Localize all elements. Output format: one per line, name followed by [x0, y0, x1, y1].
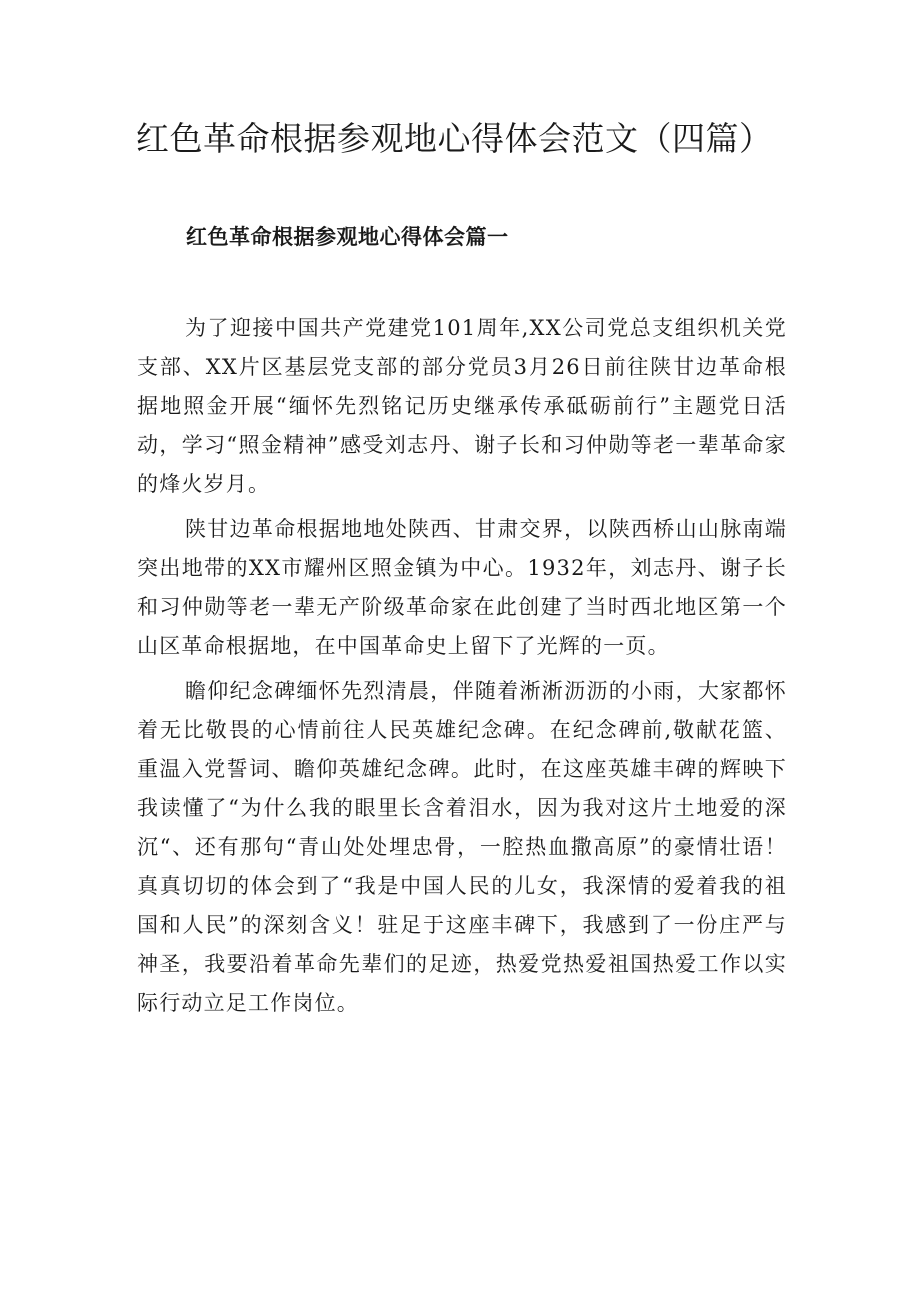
paragraph-1: 为了迎接中国共产党建党101周年,XX公司党总支组织机关党支部、XX片区基层党支部的部分党员3月26日前往陕甘边革命根据地照金开展“缅怀先烈铭记历史继承传承砥砺前行”主题党日活动，学习“照金精神”感受刘志丹、谢子长和习仲勋等老一辈革命家的烽火岁月。 — [137, 316, 787, 496]
paragraph-2: 陕甘边革命根据地地处陕西、甘肃交界，以陕西桥山山脉南端突出地带的XX市耀州区照金镇为中心。1932年，刘志丹、谢子长和习仲勋等老一辈无产阶级革命家在此创建了当时西北地区第一个山区革命根据地，在中国革命史上留下了光辉的一页。 — [137, 517, 787, 658]
document-body — [137, 309, 787, 1029]
paragraph-3: 瞻仰纪念碑缅怀先烈清晨，伴随着淅淅沥沥的小雨，大家都怀着无比敬畏的心情前往人民英雄纪念碑。在纪念碑前,敬献花篮、重温入党誓词、瞻仰英雄纪念碑。此时，在这座英雄丰碑的辉映下我读懂了“为什么我的眼里长含着泪水，因为我对这片土地爱的深沉“、还有那句“青山处处埋忠骨，一腔热血撒高原”的豪情壮语！真真切切的体会到了“我是中国人民的儿女，我深情的爱着我的祖国和人民”的深刻含义！驻足于这座丰碑下，我感到了一份庄严与神圣，我要沿着革命先辈们的足迹，热爱党热爱祖国热爱工作以实际行动立足工作岗位。 — [137, 679, 787, 1015]
document-title: 红色革命根据参观地心得体会范文（四篇） — [136, 119, 773, 158]
section-heading: 红色革命根据参观地心得体会篇一 — [186, 225, 509, 249]
